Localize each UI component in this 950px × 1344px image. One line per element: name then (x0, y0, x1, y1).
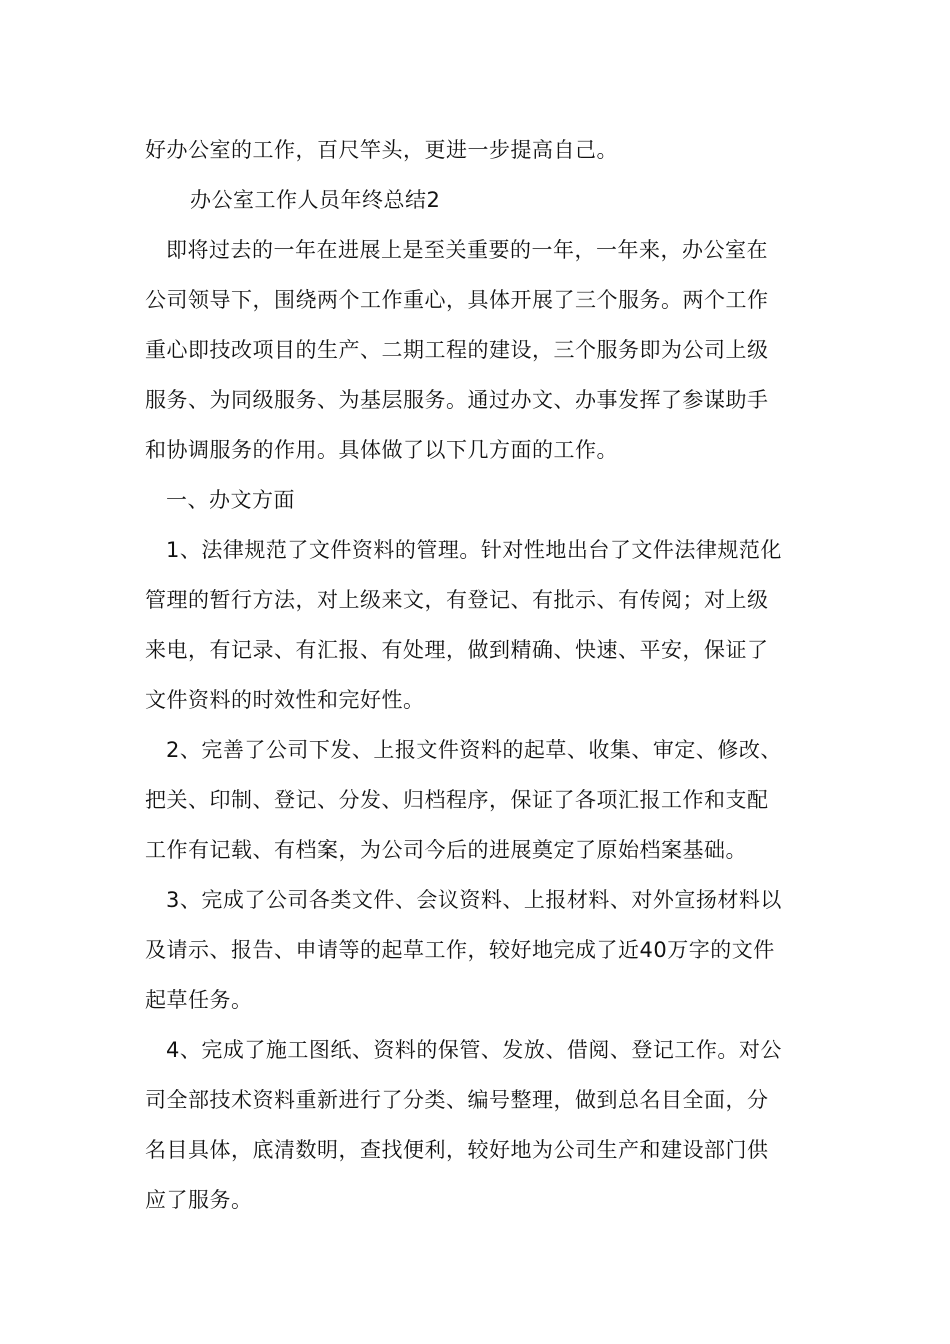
text-line: 3、完成了公司各类文件、会议资料、上报材料、对外宣扬材料以 (166, 888, 782, 912)
text-line: 1、法律规范了文件资料的管理。针对性地出台了文件法律规范化 (166, 538, 782, 562)
text-line: 和协调服务的作用。具体做了以下几方面的工作。 (145, 438, 618, 462)
text-line: 司全部技术资料重新进行了分类、编号整理，做到总名目全面，分 (145, 1088, 769, 1112)
text-line: 来电，有记录、有汇报、有处理，做到精确、快速、平安，保证了 (145, 638, 769, 662)
text-line: 2、完善了公司下发、上报文件资料的起草、收集、审定、修改、 (166, 738, 782, 762)
text-line: 工作有记载、有档案，为公司今后的进展奠定了原始档案基础。 (145, 838, 747, 862)
section-title: 办公室工作人员年终总结2 (190, 188, 441, 212)
text-line: 把关、印制、登记、分发、归档程序，保证了各项汇报工作和支配 (145, 788, 769, 812)
text-line: 管理的暂行方法，对上级来文，有登记、有批示、有传阅；对上级 (145, 588, 769, 612)
text-line: 即将过去的一年在进展上是至关重要的一年，一年来，办公室在 (166, 238, 768, 262)
subsection-heading: 一、办文方面 (166, 488, 295, 512)
text-line: 应了服务。 (145, 1188, 253, 1212)
text-line: 4、完成了施工图纸、资料的保管、发放、借阅、登记工作。对公 (166, 1038, 782, 1062)
text-line: 公司领导下，围绕两个工作重心，具体开展了三个服务。两个工作 (145, 288, 769, 312)
text-line: 名目具体，底清数明，查找便利，较好地为公司生产和建设部门供 (145, 1138, 769, 1162)
text-line: 好办公室的工作，百尺竿头，更进一步提高自己。 (145, 138, 618, 162)
text-line: 服务、为同级服务、为基层服务。通过办文、办事发挥了参谋助手 (145, 388, 769, 412)
text-line: 起草任务。 (145, 988, 253, 1012)
text-line: 重心即技改项目的生产、二期工程的建设，三个服务即为公司上级 (145, 338, 769, 362)
text-line: 文件资料的时效性和完好性。 (145, 688, 425, 712)
text-line: 及请示、报告、申请等的起草工作，较好地完成了近40万字的文件 (145, 938, 775, 962)
